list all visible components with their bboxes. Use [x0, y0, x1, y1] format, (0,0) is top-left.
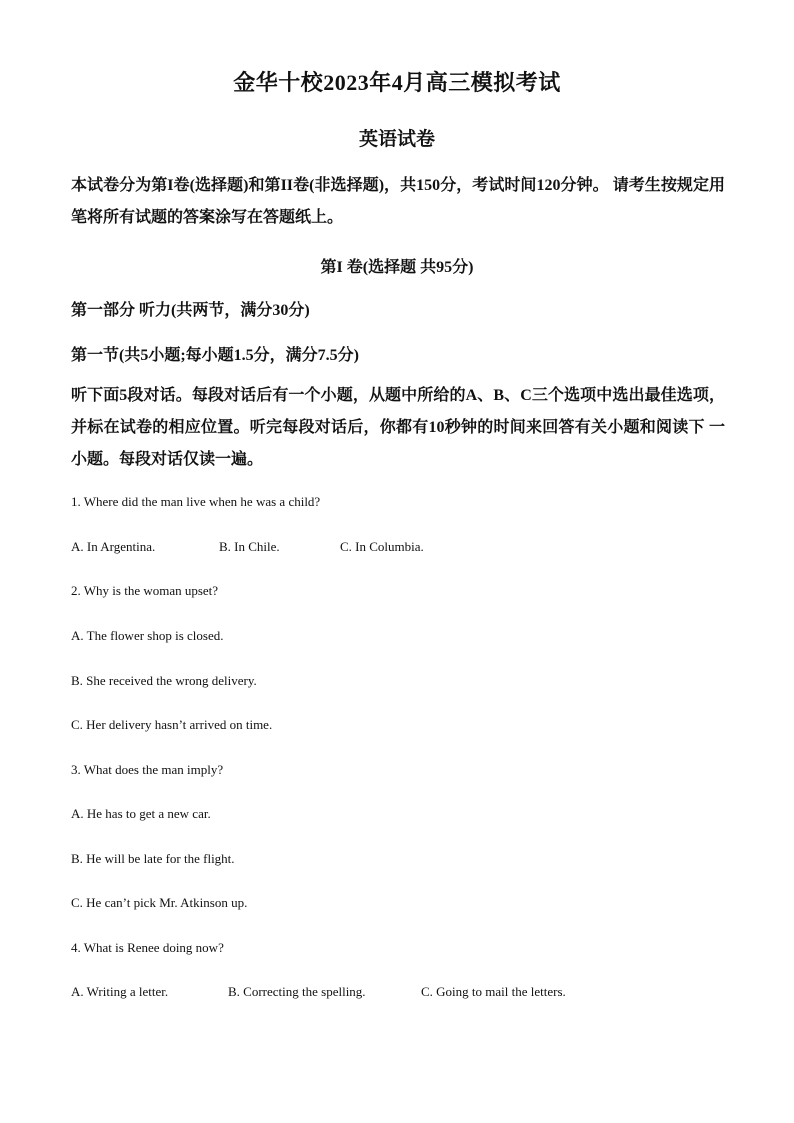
- question-3: 3. What does the man imply?: [71, 762, 224, 777]
- question-2: 2. Why is the woman upset?: [71, 583, 219, 598]
- question-4-option-c: C. Going to mail the letters.: [421, 984, 566, 999]
- exam-subtitle: 英语试卷: [358, 129, 435, 150]
- question-2-option-c: C. Her delivery hasn’t arrived on time.: [71, 717, 273, 732]
- exam-title: 金华十校2023年4月高三模拟考试: [233, 70, 561, 95]
- question-3-option-c: C. He can’t pick Mr. Atkinson up.: [71, 895, 248, 910]
- question-1: 1. Where did the man live when he was a child?: [71, 494, 321, 509]
- question-1-option-c: C. In Columbia.: [340, 539, 424, 554]
- question-2-option-b: B. She received the wrong delivery.: [71, 673, 257, 688]
- question-4-option-a: A. Writing a letter.: [71, 984, 169, 999]
- question-1-options: [71, 539, 725, 559]
- question-4: 4. What is Renee doing now?: [71, 940, 224, 955]
- question-3-option-b: B. He will be late for the flight.: [71, 851, 235, 866]
- question-2-option-a: A. The flower shop is closed.: [71, 628, 224, 643]
- exam-intro: 本试卷分为第I卷(选择题)和第II卷(非选择题)，共150分，考试时间120分钟。 请考生按规定用笔将所有试题的答案涂写在答题纸上。: [71, 177, 725, 226]
- question-4-options: [71, 984, 725, 1004]
- subsection-title: 第一节(共5小题;每小题1.5分，满分7.5分): [71, 347, 359, 364]
- question-1-option-b: B. In Chile.: [219, 539, 280, 554]
- part-title: 第一部分 听力(共两节，满分30分): [71, 302, 310, 319]
- listening-instructions: 听下面5段对话。每段对话后有一个小题，从题中所给的A、B、C三个选项中选出最佳选项，并标在试卷的相应位置。听完每段对话后，你都有10秒钟的时间来回答有关小题和阅读下 一小题。每段对话仅读一遍。: [71, 387, 725, 468]
- question-4-option-b: B. Correcting the spelling.: [228, 984, 366, 999]
- question-1-option-a: A. In Argentina.: [71, 539, 156, 554]
- section-title: 第I 卷(选择题 共95分): [320, 259, 474, 276]
- question-3-option-a: A. He has to get a new car.: [71, 806, 211, 821]
